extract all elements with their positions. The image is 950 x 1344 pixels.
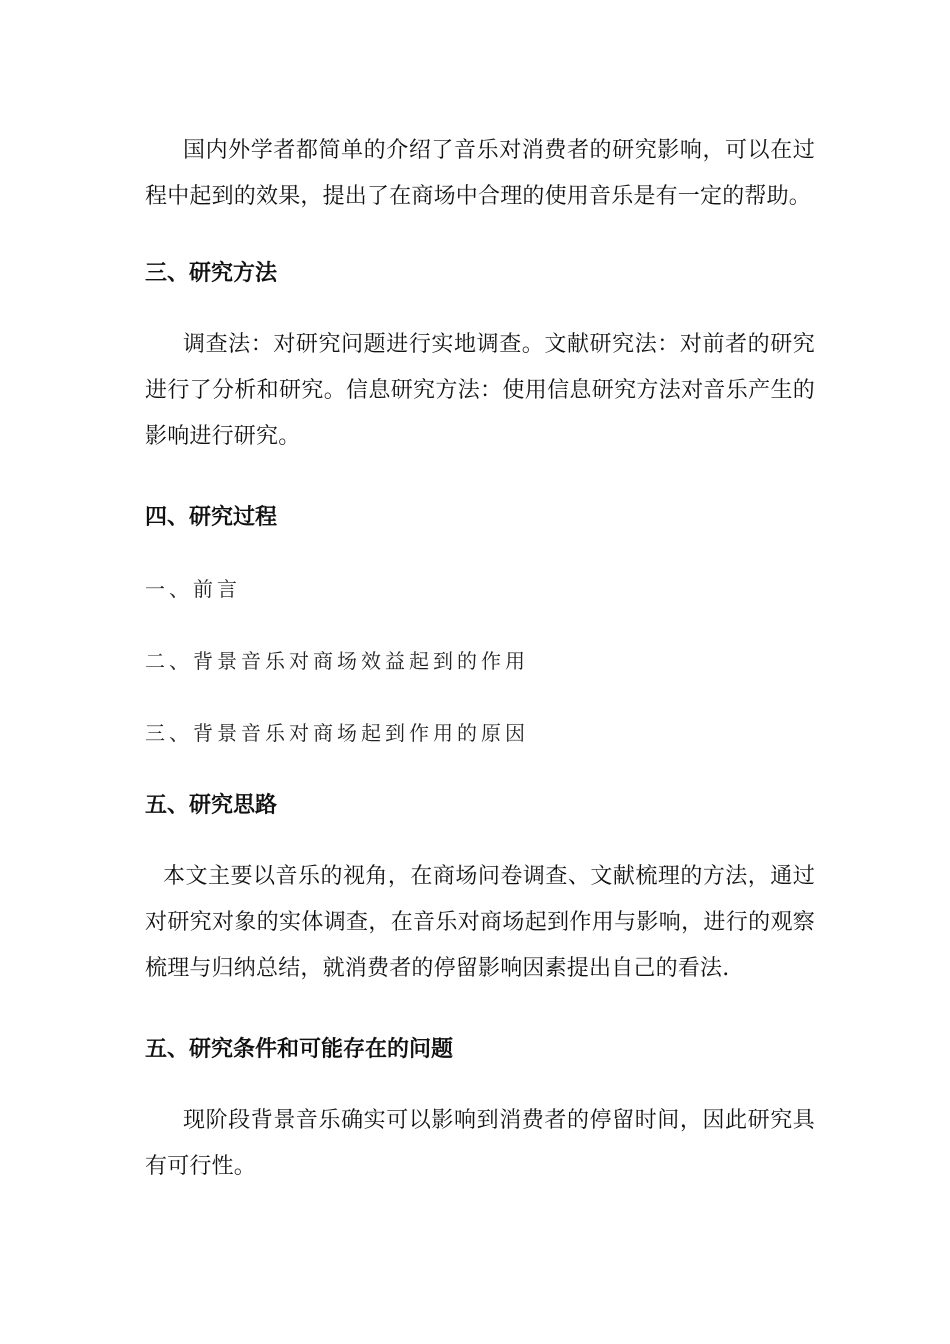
research-approach-paragraph: 本文主要以音乐的视角，在商场问卷调查、文献梳理的方法，通过对研究对象的实体调查，在音乐对商场起到作用与影响，进行的观察梳理与归纳总结，就消费者的停留影响因素提出自己的看法.	[145, 864, 815, 981]
process-item-benefit: 二、背景音乐对商场效益起到的作用	[145, 649, 529, 673]
process-item-reason: 三、背景音乐对商场起到作用的原因	[145, 721, 529, 745]
section-heading-research-process: 四、研究过程	[145, 504, 278, 530]
section-heading-research-approach: 五、研究思路	[145, 792, 278, 818]
section-heading-research-methods: 三、研究方法	[145, 260, 278, 286]
intro-paragraph: 国内外学者都简单的介绍了音乐对消费者的研究影响，可以在过程中起到的效果，提出了在商场中合理的使用音乐是有一定的帮助。	[145, 138, 815, 209]
research-methods-paragraph: 调查法：对研究问题进行实地调查。文献研究法：对前者的研究进行了分析和研究。信息研究方法：使用信息研究方法对音乐产生的影响进行研究。	[145, 332, 815, 449]
process-item-preface: 一、前言	[145, 577, 241, 601]
section-heading-research-conditions: 五、研究条件和可能存在的问题	[145, 1036, 454, 1062]
research-conditions-paragraph: 现阶段背景音乐确实可以影响到消费者的停留时间，因此研究具有可行性。	[145, 1108, 815, 1179]
